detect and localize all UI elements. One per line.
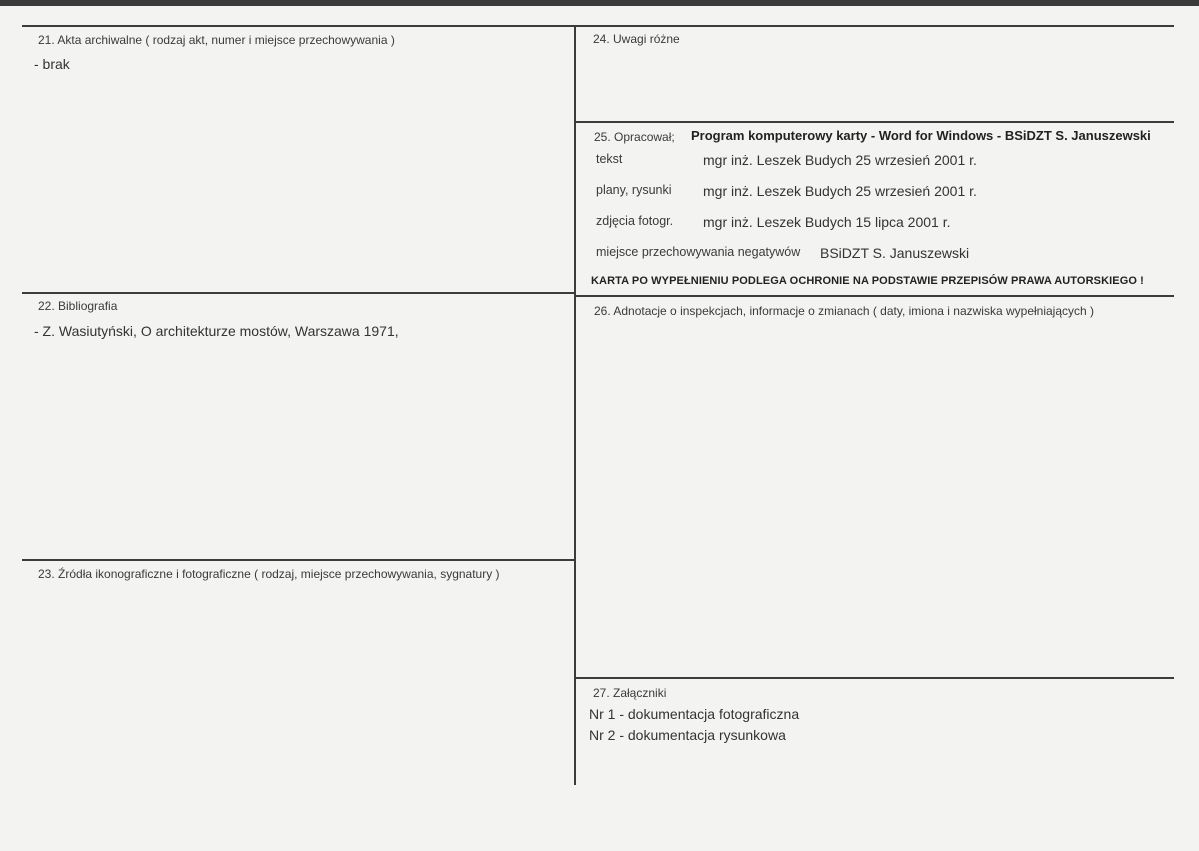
scan-top-edge: [0, 0, 1199, 6]
row-value-plany: mgr inż. Leszek Budych 25 wrzesień 2001 r.: [703, 183, 977, 199]
section-26-heading: 26. Adnotacje o inspekcjach, informacje o zmianach ( daty, imiona i nazwiska wypełniających ): [594, 304, 1095, 318]
section-25-program: Program komputerowy karty - Word for Windows - BSiDZT S. Januszewski: [691, 128, 1151, 143]
row-value-zdjecia: mgr inż. Leszek Budych 15 lipca 2001 r.: [703, 214, 951, 230]
section-27-heading: 27. Załączniki: [593, 686, 667, 700]
row-value-tekst: mgr inż. Leszek Budych 25 wrzesień 2001 r.: [703, 152, 977, 168]
divider-21-22: [22, 292, 574, 294]
section-22-value: - Z. Wasiutyński, O architekturze mostów, Warszawa 1971,: [34, 323, 399, 339]
row-label-zdjecia: zdjęcia fotogr.: [596, 214, 674, 228]
section-24-heading: 24. Uwagi różne: [593, 32, 680, 46]
section-21-value: - brak: [34, 56, 70, 72]
section-22-heading: 22. Bibliografia: [38, 299, 118, 313]
divider-24-25: [576, 121, 1174, 123]
attachment-item-2: Nr 2 - dokumentacja rysunkowa: [589, 727, 786, 743]
divider-26-27: [576, 677, 1174, 679]
divider-25-26: [576, 295, 1174, 297]
section-23-heading: 23. Źródła ikonograficzne i fotograficzne ( rodzaj, miejsce przechowywania, sygnatury ): [38, 567, 500, 581]
divider-22-23: [22, 559, 574, 561]
negatives-value: BSiDZT S. Januszewski: [820, 245, 970, 261]
row-label-plany: plany, rysunki: [596, 183, 672, 197]
section-25-heading: 25. Opracował;: [594, 130, 675, 144]
row-label-tekst: tekst: [596, 152, 623, 166]
form-top-border: [22, 25, 1174, 27]
negatives-label: miejsce przechowywania negatywów: [596, 245, 801, 259]
column-divider: [574, 25, 576, 785]
copyright-notice: KARTA PO WYPEŁNIENIU PODLEGA OCHRONIE NA PODSTAWIE PRZEPISÓW PRAWA AUTORSKIEGO !: [591, 275, 1144, 287]
section-21-heading: 21. Akta archiwalne ( rodzaj akt, numer i miejsce przechowywania ): [38, 33, 395, 47]
attachment-item-1: Nr 1 - dokumentacja fotograficzna: [589, 706, 800, 722]
